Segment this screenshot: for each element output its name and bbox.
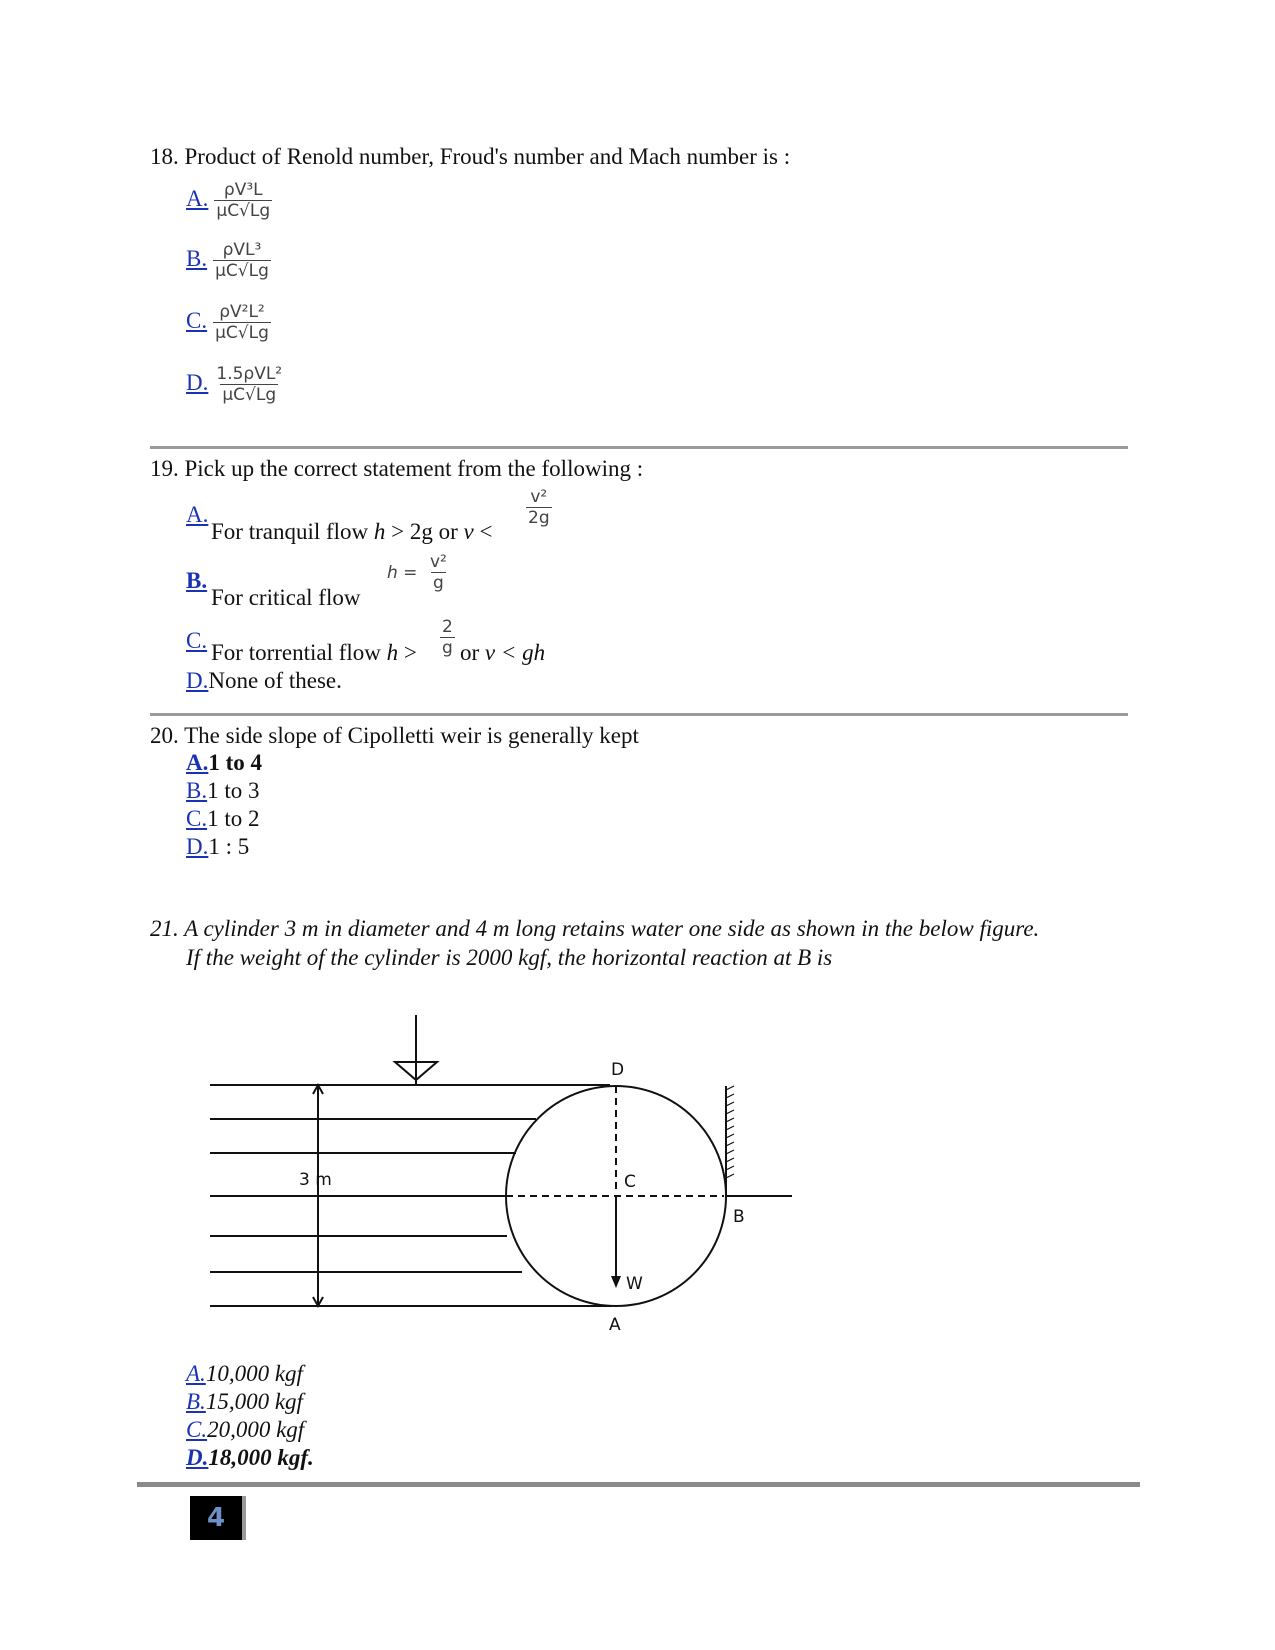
q18-option-d-link[interactable]: D.: [186, 369, 209, 395]
formula-denominator: μC√Lg: [215, 261, 269, 281]
wall-hatching: [726, 1086, 734, 1178]
point-d-label: D: [611, 1060, 625, 1080]
q20-option-c-text: 1 to 2: [207, 806, 260, 831]
formula-numerator: ρV³L: [223, 180, 263, 200]
q19-option-a-link[interactable]: A.: [186, 502, 209, 527]
formula-numerator: 1.5ρVL²: [216, 364, 283, 384]
q19-option-a-v: v: [463, 519, 474, 544]
q20-option-d-link[interactable]: D.: [186, 834, 209, 859]
q21-option-c-link[interactable]: C.: [186, 1417, 208, 1442]
q18-option-a-link[interactable]: A.: [186, 185, 209, 211]
q21-option-d-text: 18,000 kgf.: [208, 1445, 314, 1470]
q19-option-a-lt: <: [479, 519, 493, 544]
q19-option-a-h: h: [373, 519, 386, 544]
point-b-label: B: [733, 1207, 745, 1227]
q19-option-c-or: or: [460, 640, 480, 665]
q19-option-c-h: h: [386, 640, 399, 665]
q20-option-a-link[interactable]: A.: [186, 750, 209, 775]
formula-denominator: 2g: [528, 508, 550, 528]
weight-label: W: [626, 1274, 643, 1294]
question-18-text: 18. Product of Renold number, Froud's number and Mach number is :: [150, 144, 791, 169]
q21-option-a-link[interactable]: A.: [186, 1361, 206, 1386]
q20-option-c-link[interactable]: C.: [186, 806, 208, 831]
q21-option-d: [186, 1445, 314, 1471]
q21-option-a: [186, 1361, 303, 1387]
q20-option-d-text: 1 : 5: [208, 834, 250, 859]
formula-denominator: g: [433, 573, 444, 593]
question-21-line1: 21. A cylinder 3 m in diameter and 4 m long retains water one side as shown in the below figure.: [150, 916, 1040, 941]
q19-option-d-text: None of these.: [208, 668, 342, 693]
q21-option-c: [186, 1417, 304, 1443]
q21-option-a-text: 10,000 kgf: [205, 1361, 303, 1386]
formula-numerator: v²: [430, 552, 447, 572]
q18-option-b-link[interactable]: B.: [186, 245, 208, 271]
q21-option-d-link[interactable]: D.: [186, 1445, 209, 1470]
formula-numerator: ρV²L²: [219, 302, 265, 322]
formula-numerator: v²: [530, 487, 548, 507]
formula-numerator: 2: [441, 617, 453, 637]
q19-option-a-rel: > 2g or: [391, 519, 458, 544]
q19-option-c-link[interactable]: C.: [186, 628, 208, 653]
q19-option-c-label-text: For torrential flow: [211, 640, 381, 665]
q19-option-b-lhs: h =: [387, 563, 418, 583]
q20-option-b-text: 1 to 3: [207, 778, 260, 803]
page-number: 4: [190, 1496, 246, 1540]
question-21-line2: If the weight of the cylinder is 2000 kgf, the horizontal reaction at B is: [186, 945, 833, 970]
question-20-text: 20. The side slope of Cipolletti weir is generally kept: [150, 723, 639, 748]
q20-option-a-text: 1 to 4: [208, 750, 263, 775]
q19-option-d-link[interactable]: D.: [186, 668, 209, 693]
formula-denominator: g: [442, 638, 453, 658]
q19-option-c-v: v: [484, 640, 496, 665]
weight-arrowhead: [611, 1276, 621, 1288]
q20-option-b-link[interactable]: B.: [186, 778, 208, 803]
point-c-label: C: [624, 1172, 636, 1192]
q19-option-a-label-text: For tranquil flow: [211, 519, 369, 544]
q21-option-b: [186, 1389, 303, 1415]
q21-option-c-text: 20,000 kgf: [207, 1417, 305, 1442]
point-a-label: A: [609, 1315, 621, 1335]
footer-rule: [137, 1482, 1140, 1487]
q19-option-c-gt: >: [403, 640, 417, 665]
dimension-label: 3 m: [299, 1170, 332, 1190]
formula-denominator: μC√Lg: [222, 385, 277, 405]
q19-option-c-gh: < gh: [500, 640, 546, 665]
formula-denominator: μC√Lg: [216, 201, 271, 221]
q21-option-b-link[interactable]: B.: [186, 1389, 206, 1414]
question-19-text: 19. Pick up the correct statement from the following :: [150, 456, 644, 481]
q18-option-c-link[interactable]: C.: [186, 307, 208, 333]
formula-numerator: ρVL³: [222, 240, 262, 260]
q21-option-b-text: 15,000 kgf: [205, 1389, 303, 1414]
q19-option-b-text: For critical flow: [211, 585, 361, 610]
q19-option-b-link[interactable]: B.: [186, 568, 208, 593]
formula-denominator: μC√Lg: [215, 323, 269, 343]
